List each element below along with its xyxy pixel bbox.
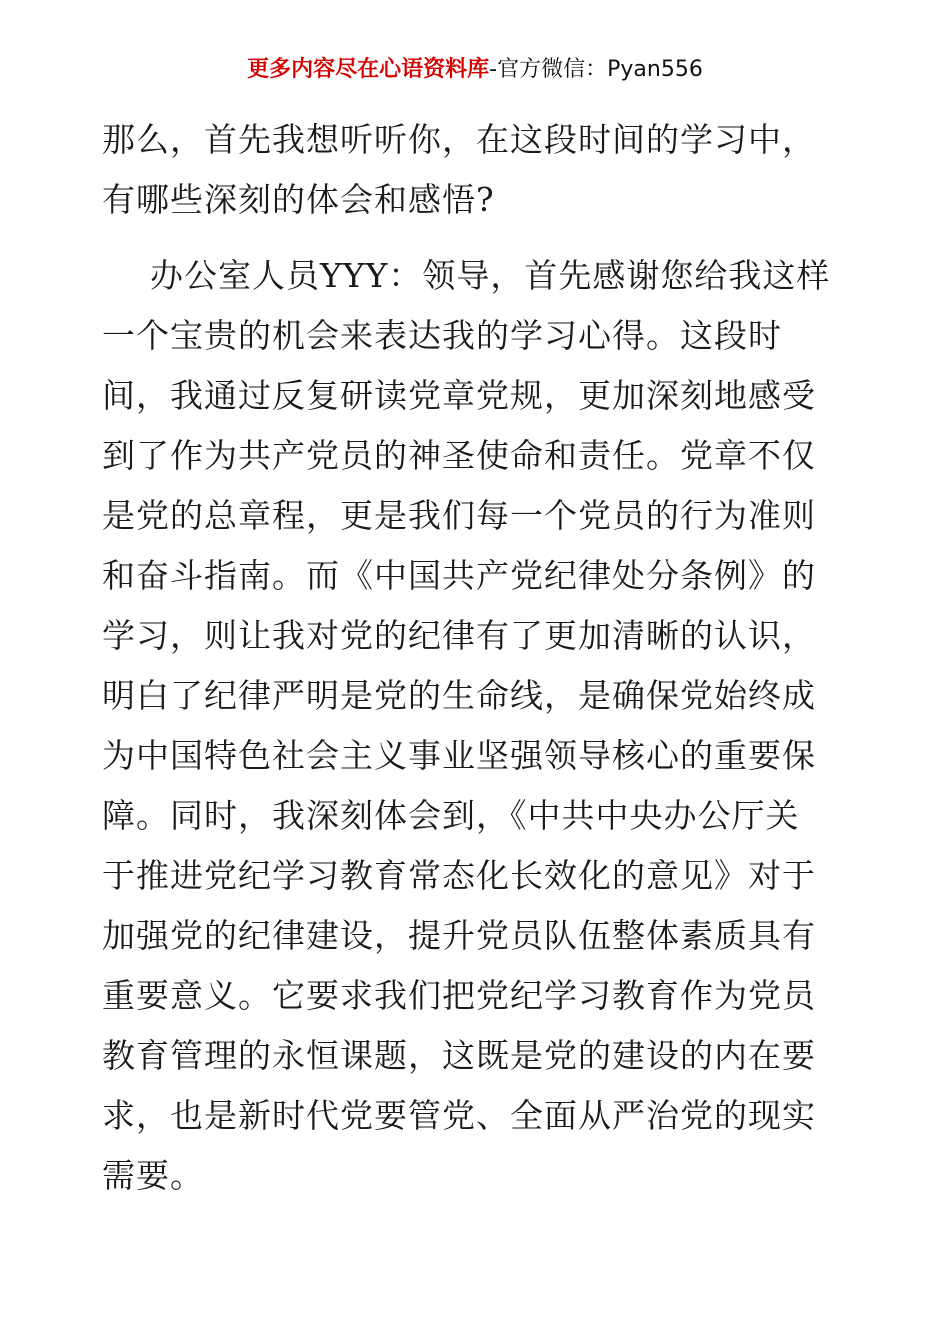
paragraph-2-line-4: 到了作为共产党员的神圣使命和责任。党章不仅 [102, 436, 816, 475]
paragraph-2-line-11: 于推进党纪学习教育常态化长效化的意见》对于 [102, 856, 816, 895]
paragraph-2-line-5: 是党的总章程，更是我们每一个党员的行为准则 [102, 496, 816, 535]
paragraph-1-line-1: 那么，首先我想听听你，在这段时间的学习中， [102, 120, 816, 159]
paragraph-2-line-9: 为中国特色社会主义事业坚强领导核心的重要保 [102, 736, 816, 775]
header-promo-text: 更多内容尽在心语资料库 [247, 56, 490, 82]
page-header [0, 52, 950, 87]
paragraph-2-line-6: 和奋斗指南。而《中国共产党纪律处分条例》的 [102, 556, 816, 595]
paragraph-2-line-1: 办公室人员YYY：领导，首先感谢您给我这样 [150, 256, 831, 295]
paragraph-2-line-13: 重要意义。它要求我们把党纪学习教育作为党员 [102, 976, 816, 1015]
paragraph-2-line-3: 间，我通过反复研读党章党规，更加深刻地感受 [102, 376, 816, 415]
paragraph-2-line-14: 教育管理的永恒课题，这既是党的建设的内在要 [102, 1036, 816, 1075]
paragraph-2-line-12: 加强党的纪律建设，提升党员队伍整体素质具有 [102, 916, 816, 955]
paragraph-2-line-8: 明白了纪律严明是党的生命线，是确保党始终成 [102, 676, 816, 715]
paragraph-2-line-7: 学习，则让我对党的纪律有了更加清晰的认识， [102, 616, 816, 655]
header-wechat-text: -官方微信：Pyan556 [489, 57, 703, 82]
paragraph-1-line-2: 有哪些深刻的体会和感悟? [102, 180, 495, 219]
paragraph-2-line-16: 需要。 [102, 1156, 204, 1195]
paragraph-2-line-10: 障。同时，我深刻体会到，《中共中央办公厅关 [102, 796, 800, 835]
paragraph-2-line-15: 求，也是新时代党要管党、全面从严治党的现实 [102, 1096, 816, 1135]
paragraph-2-line-2: 一个宝贵的机会来表达我的学习心得。这段时 [102, 316, 782, 355]
